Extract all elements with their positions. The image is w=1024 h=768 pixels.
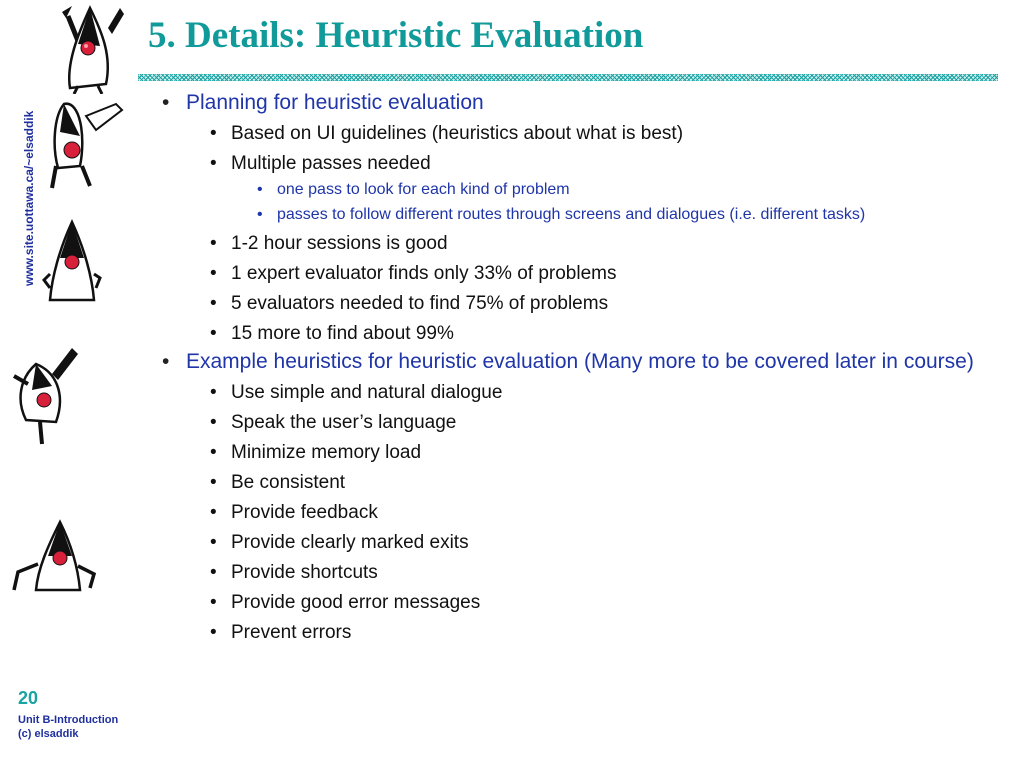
title-divider <box>138 74 998 81</box>
bullet-text: Minimize memory load <box>231 442 422 463</box>
mascot-icon <box>46 96 136 192</box>
bullet-item: • Provide clearly marked exits <box>210 532 469 553</box>
bullet-text: 1 expert evaluator finds only 33% of problems <box>231 263 617 284</box>
bullet-text: passes to follow different routes through screens and dialogues (i.e. different tasks) <box>277 206 866 223</box>
bullet-text: Provide good error messages <box>231 592 481 613</box>
bullet-item: • Be consistent <box>210 472 346 493</box>
bullet-item: • one pass to look for each kind of problem <box>257 181 570 198</box>
bullet-item: • 1-2 hour sessions is good <box>210 233 448 254</box>
bullet-text: Prevent errors <box>231 622 352 643</box>
bullet-item: • Multiple passes needed <box>210 153 431 174</box>
mascot-icon <box>6 344 82 448</box>
mascot-icon <box>8 516 98 598</box>
bullet-text: Speak the user’s language <box>231 412 457 433</box>
mascot-icon <box>48 4 130 94</box>
bullet-item: • Provide good error messages <box>210 592 481 613</box>
side-url: www.site.uottawa.ca/~elsaddik <box>22 110 36 286</box>
bullet-item: • Example heuristics for heuristic evaluation (Many more to be covered later in course) <box>162 350 974 373</box>
bullet-text: Provide feedback <box>231 502 378 523</box>
footer-text <box>18 713 118 741</box>
bullet-item: • passes to follow different routes through screens and dialogues (i.e. different tasks) <box>257 206 866 223</box>
bullet-list <box>162 90 1002 644</box>
bullet-item: • Use simple and natural dialogue <box>210 382 503 403</box>
bullet-text: Provide clearly marked exits <box>231 532 469 553</box>
bullet-item: • Based on UI guidelines (heuristics about what is best) <box>210 123 684 144</box>
bullet-item: • Speak the user’s language <box>210 412 457 433</box>
bullet-text: 5 evaluators needed to find 75% of problems <box>231 293 609 314</box>
footer-copyright: (c) elsaddik <box>18 728 79 740</box>
bullet-item: • Planning for heuristic evaluation <box>162 91 484 114</box>
bullet-text: 1-2 hour sessions is good <box>231 233 448 254</box>
bullet-item: • 5 evaluators needed to find 75% of problems <box>210 293 609 314</box>
bullet-text: Use simple and natural dialogue <box>231 382 503 403</box>
bullet-item: • 15 more to find about 99% <box>210 323 454 344</box>
bullet-text: Planning for heuristic evaluation <box>186 91 484 114</box>
bullet-text: Multiple passes needed <box>231 153 431 174</box>
bullet-item: • Prevent errors <box>210 622 352 643</box>
bullet-item: • Provide shortcuts <box>210 562 378 583</box>
bullet-text: Example heuristics for heuristic evaluation (Many more to be covered later in course) <box>186 350 974 373</box>
slide-title: 5. Details: Heuristic Evaluation <box>148 15 644 56</box>
bullet-item: • Minimize memory load <box>210 442 422 463</box>
bullet-text: Based on UI guidelines (heuristics about what is best) <box>231 123 684 144</box>
page-number: 20 <box>18 688 39 708</box>
bullet-item: • 1 expert evaluator finds only 33% of problems <box>210 263 617 284</box>
bullet-text: Be consistent <box>231 472 346 493</box>
bullet-text: Provide shortcuts <box>231 562 378 583</box>
mascot-icon <box>40 218 104 308</box>
bullet-item: • Provide feedback <box>210 502 378 523</box>
bullet-text: one pass to look for each kind of problem <box>277 181 570 198</box>
bullet-text: 15 more to find about 99% <box>231 323 454 344</box>
footer-unit: Unit B-Introduction <box>18 714 119 726</box>
